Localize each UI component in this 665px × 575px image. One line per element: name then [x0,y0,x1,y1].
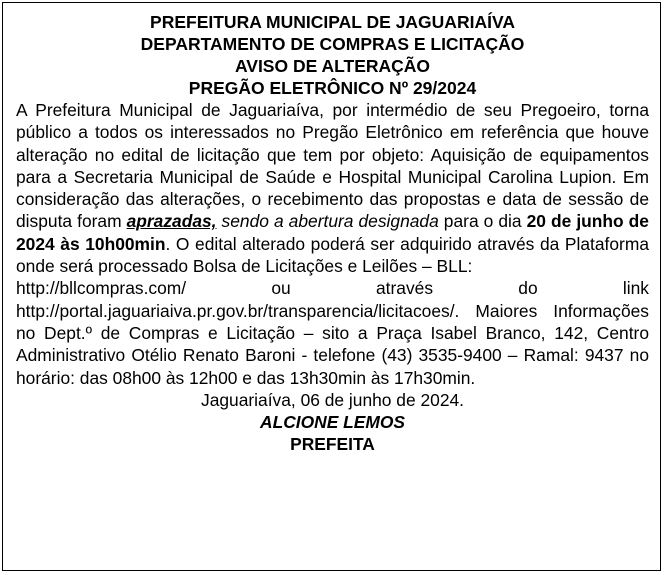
notice-content [16,11,649,455]
signer-name: ALCIONE LEMOS [260,411,405,432]
body-date-time: 20 de junho de 2024 às 10h00min [16,211,649,254]
body-part2: para o dia [438,211,527,232]
word-through: através [375,278,434,299]
header-city-hall: PREFEITURA MUNICIPAL DE JAGUARIAÍVA [150,12,515,32]
word-or: ou [271,278,291,299]
header-department: DEPARTAMENTO DE COMPRAS E LICITAÇÃO [140,34,525,54]
body-rescheduled: aprazadas, [126,211,217,232]
notice-body-continued: http://portal.jaguariaiva.pr.gov.br/transparencia/licitacoes/. Maiores Informações no Dept.º de Compras e Licitação – sito a Praça Isabel Branco, 142, Centro Administrativo Otélio Renato Baroni - telefone (43) 3535-9400 – Ramal: 9437 no horário: das 08h00 às 12h00 e das 13h30min às 17h30min. [16,300,649,388]
header-auction-number: PREGÃO ELETRÔNICO Nº 29/2024 [188,78,477,98]
header-notice-type: AVISO DE ALTERAÇÃO [234,56,431,76]
word-of: do [518,278,538,299]
body-italic-phrase: sendo a abertura designada [216,211,439,232]
place-date: Jaguariaíva, 06 de junho de 2024. [201,389,464,410]
signer-role: PREFEITA [290,433,375,454]
link-bll[interactable]: http://bllcompras.com/ [16,278,187,299]
word-link: link [622,278,649,299]
notice-body [16,99,649,277]
body-part1: A Prefeitura Municipal de Jaguariaíva, por intermédio de seu Pregoeiro, torna público a todos os interessados no Pregão Eletrônico em referência que houve alteração no edital de licitação que tem por objeto: Aquisição de equipamentos para a Secretaria Municipal de Saúde e Hospital Municipal Carolina Lupion. Em consideração das alterações, o recebimento das propostas e data de sessão de disputa foram [16,100,649,232]
body-part3: . O edital alterado poderá ser adquirido através da Plataforma onde será processado Bolsa de Licitações e Leilões – BLL: [16,233,649,277]
links-row [16,277,649,299]
